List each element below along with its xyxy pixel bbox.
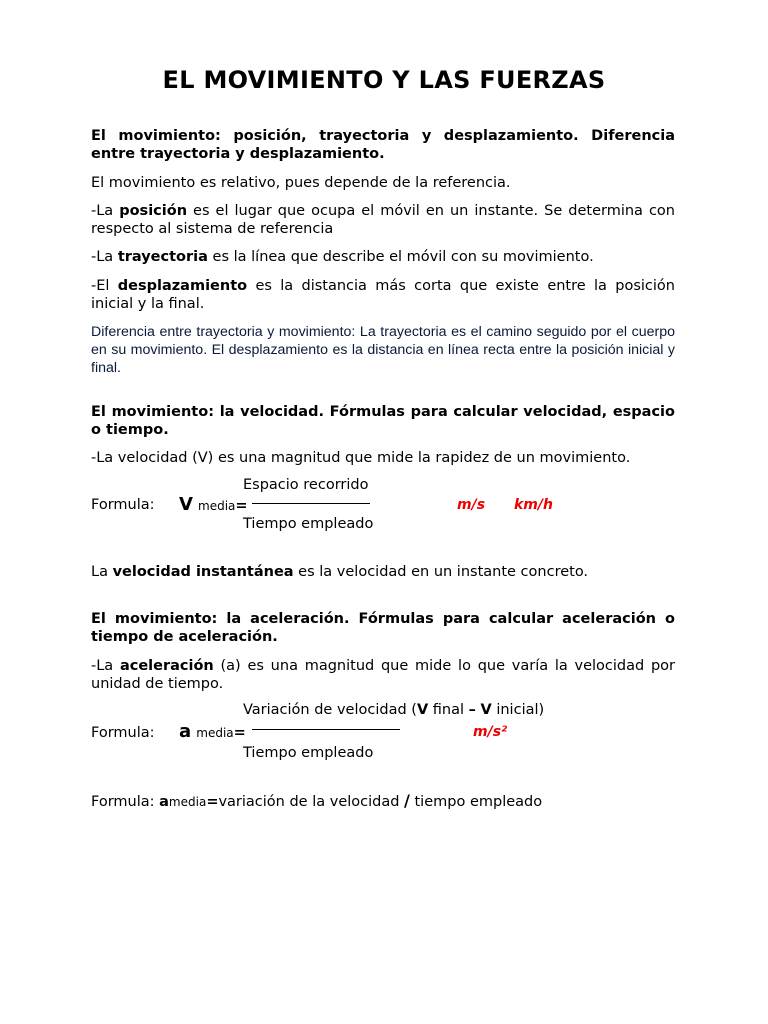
- minus-sign: –: [468, 702, 476, 718]
- definition-text: es el lugar que ocupa el móvil en un instante. Se determina con respecto al sistema de referencia: [91, 203, 675, 237]
- fraction-bar: [252, 503, 370, 504]
- numerator-text-d: inicial): [491, 702, 545, 718]
- definition-text: es la línea que describe el móvil con su movimiento.: [207, 249, 594, 265]
- prefix-text: La: [91, 564, 113, 580]
- paragraph-acceleration-definition: [91, 657, 675, 693]
- formula-inline-text-2: tiempo empleado: [409, 794, 543, 810]
- formula-inline-label: Formula:: [91, 794, 160, 810]
- acceleration-symbol: a: [179, 721, 192, 742]
- prefix-text: -La: [91, 203, 120, 219]
- equals-sign: =: [235, 498, 248, 514]
- term-displacement: desplazamiento: [117, 278, 248, 294]
- formula-velocity: [179, 494, 248, 515]
- numerator-text-a: Variación de velocidad (: [243, 702, 417, 718]
- paragraph-instantaneous-velocity: [91, 563, 675, 581]
- formula-acceleration-inline: [91, 791, 542, 810]
- media-subscript: media: [198, 499, 236, 513]
- term-instantaneous-velocity: velocidad instantánea: [112, 564, 294, 580]
- section-heading-velocity: El movimiento: la velocidad. Fórmulas para calcular velocidad, espacio o tiempo.: [91, 404, 675, 438]
- unit-ms2: m/s²: [473, 724, 508, 740]
- velocity-symbol: V: [179, 494, 193, 515]
- prefix-text: -La: [91, 249, 118, 265]
- numerator-text-b: final: [428, 702, 469, 718]
- paragraph-velocity-definition: -La velocidad (V) es una magnitud que mide la rapidez de un movimiento.: [91, 450, 631, 466]
- equals-sign: =: [233, 725, 246, 741]
- term-acceleration: aceleración: [119, 658, 214, 674]
- definition-text: (a) es una magnitud que mide lo que varía la velocidad por unidad de tiempo.: [91, 658, 675, 692]
- section-heading-position: El movimiento: posición, trayectoria y desplazamiento. Diferencia entre trayectoria y desplazamiento.: [91, 128, 675, 162]
- formula-numerator: Espacio recorrido: [243, 477, 369, 493]
- formula-acceleration-denominator: Tiempo empleado: [243, 745, 374, 761]
- section-heading-acceleration: El movimiento: la aceleración. Fórmulas para calcular aceleración o tiempo de aceleración.: [91, 611, 675, 645]
- unit-ms: m/s: [457, 497, 486, 513]
- formula-denominator: Tiempo empleado: [243, 516, 374, 532]
- unit-kmh: km/h: [514, 497, 553, 513]
- formula-acceleration-numerator: [243, 702, 544, 718]
- definition-text: es la distancia más corta que existe entre la posición inicial y la final.: [91, 278, 675, 312]
- note-difference: Diferencia entre trayectoria y movimiento: La trayectoria es el camino seguido por el cuerpo en su movimiento. El desplazamiento es la distancia en línea recta entre la posición inicial y final.: [91, 324, 675, 376]
- formula-label: Formula:: [91, 725, 155, 741]
- definition-text: es la velocidad en un instante concreto.: [293, 564, 589, 580]
- formula-acceleration: [179, 721, 246, 742]
- paragraph-relative-motion: El movimiento es relativo, pues depende de la referencia.: [91, 175, 511, 191]
- media-subscript: media: [196, 726, 234, 740]
- equals-sign: =: [206, 794, 219, 810]
- fraction-bar: [252, 729, 400, 730]
- formula-inline-text: variación de la velocidad: [218, 794, 405, 810]
- paragraph-displacement: [91, 277, 675, 313]
- formula-label: Formula:: [91, 497, 155, 513]
- slash-sign: /: [404, 791, 410, 810]
- paragraph-trajectory: [91, 248, 675, 266]
- velocity-symbol-final: V: [416, 702, 429, 718]
- acceleration-symbol: a: [159, 794, 169, 810]
- prefix-text: -El: [91, 278, 118, 294]
- paragraph-position: [91, 202, 675, 238]
- term-trajectory: trayectoria: [117, 249, 208, 265]
- media-subscript: media: [168, 795, 207, 809]
- prefix-text: -La: [91, 658, 120, 674]
- page-title: EL MOVIMIENTO Y LAS FUERZAS: [162, 66, 606, 94]
- velocity-symbol-initial: V: [480, 702, 492, 718]
- term-position: posición: [119, 203, 188, 219]
